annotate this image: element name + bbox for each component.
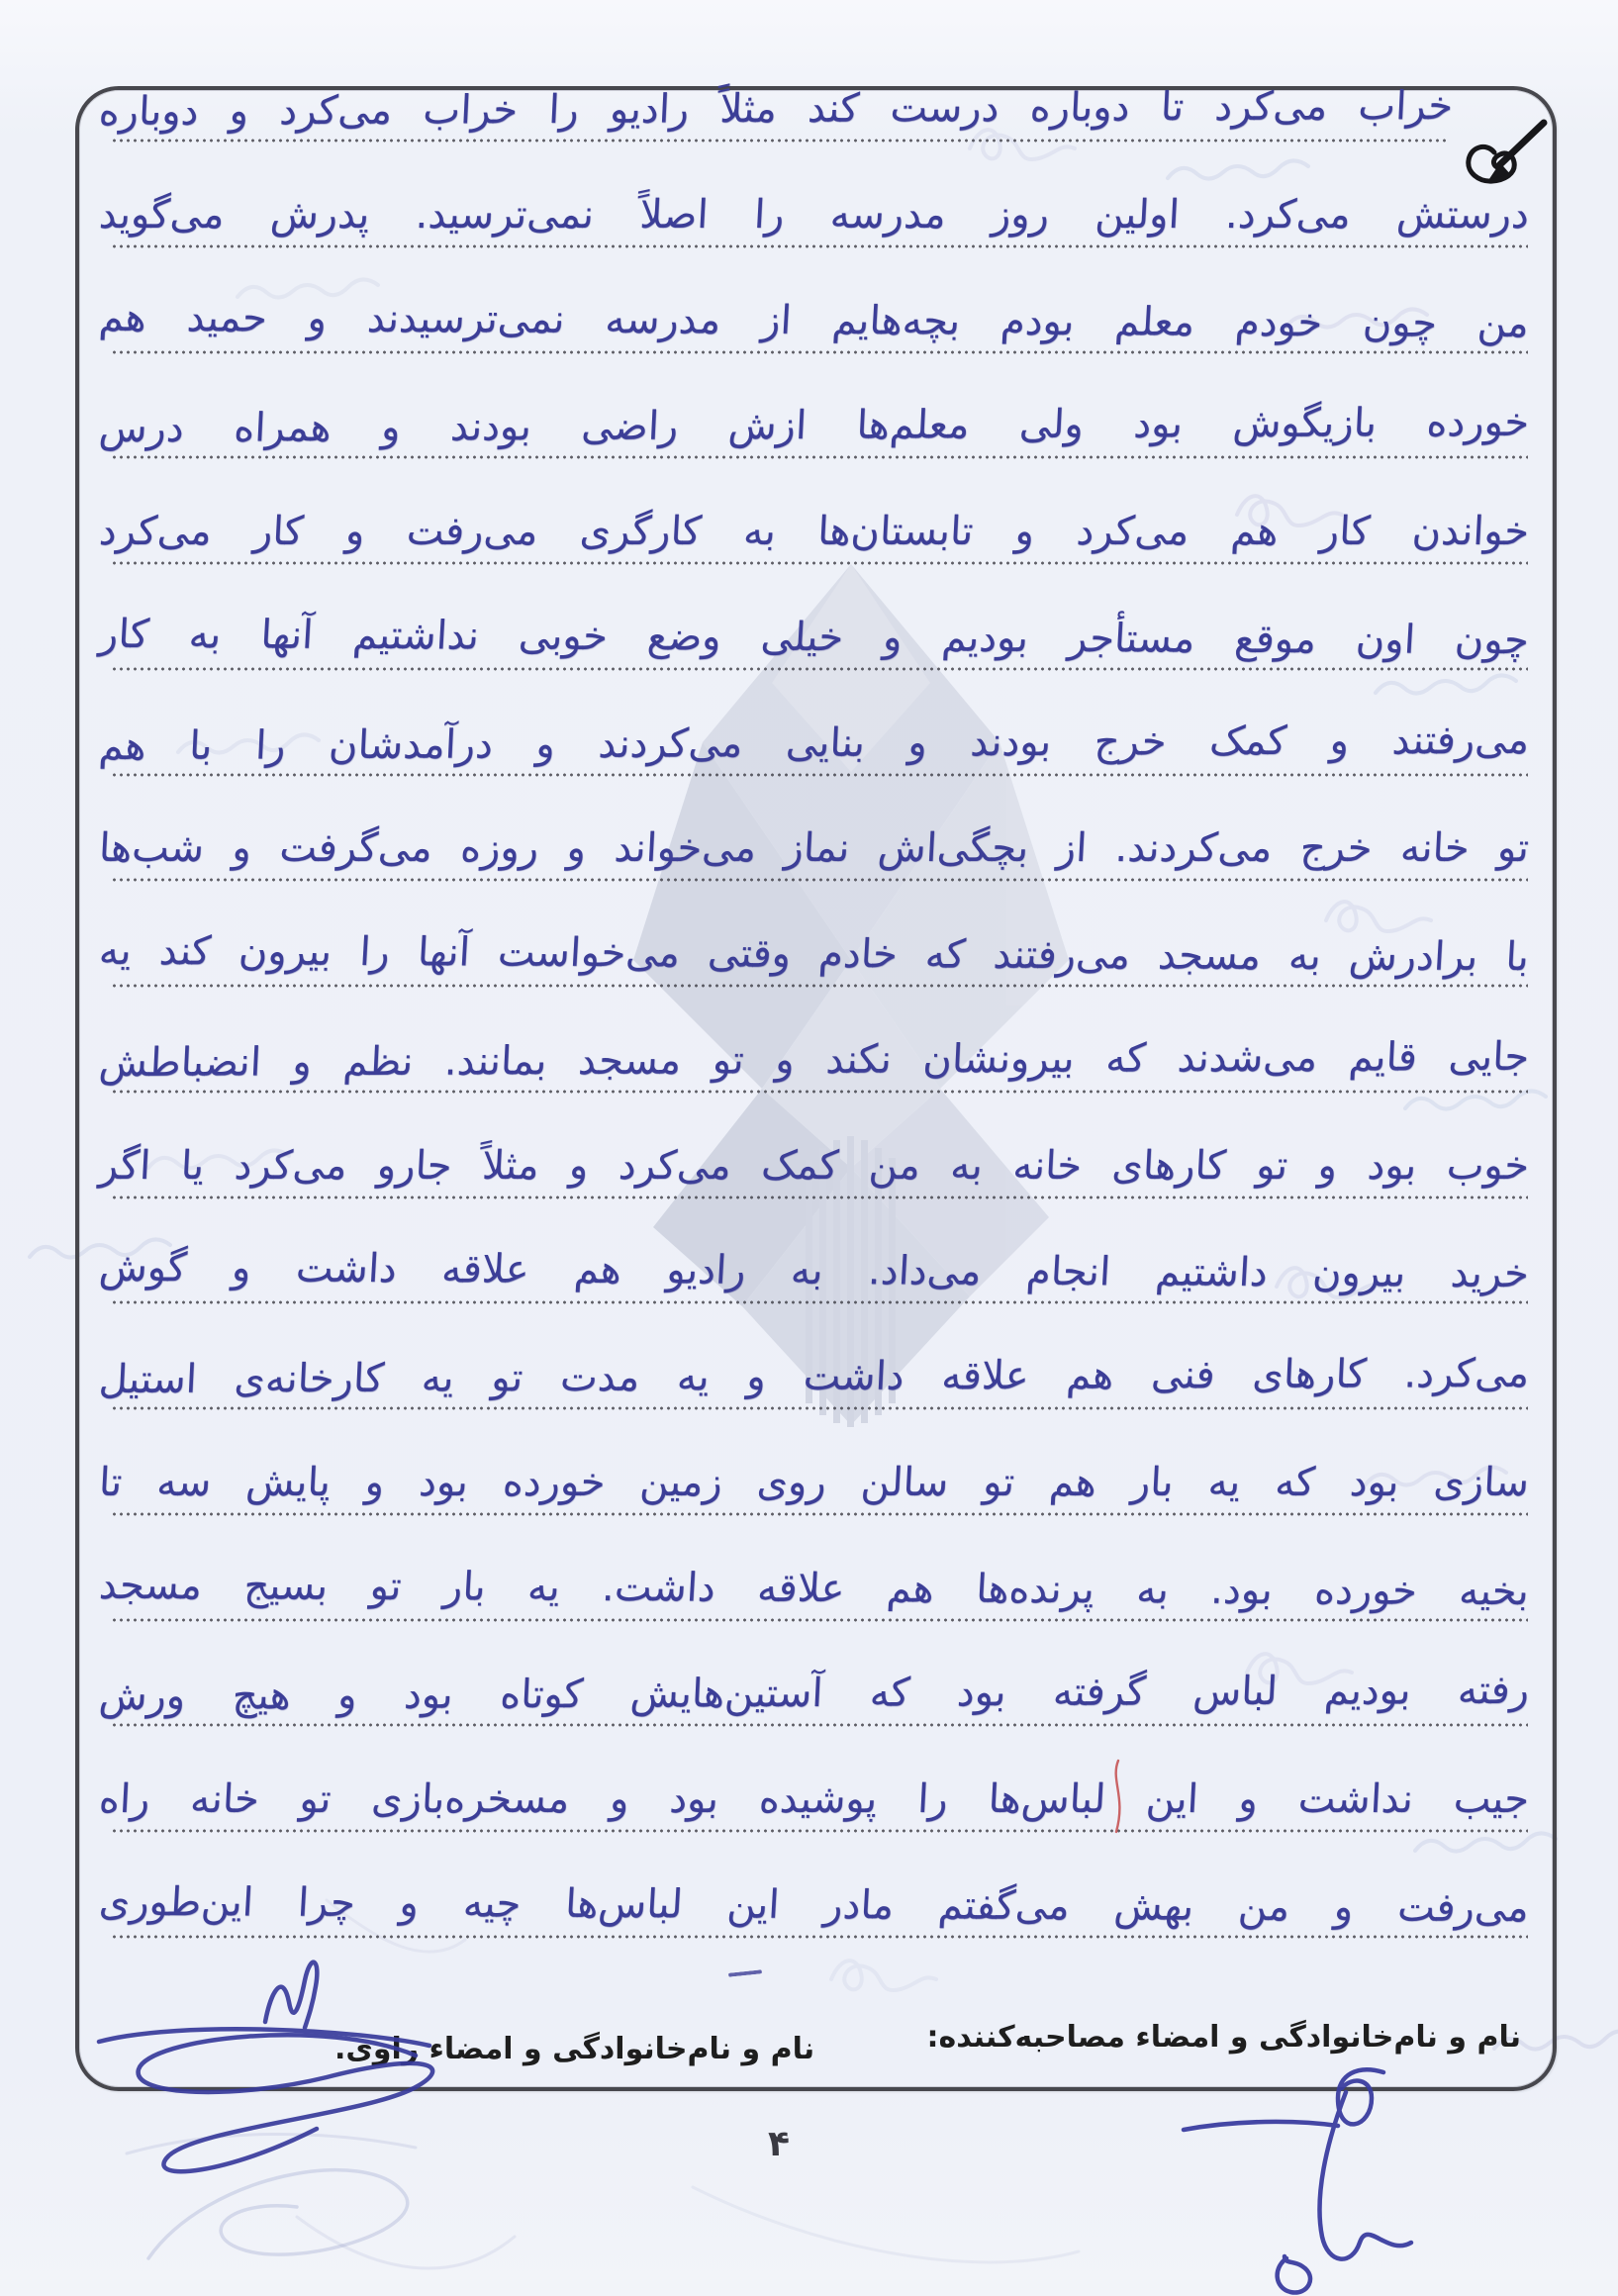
handwritten-line: خراب می‌کرد تا دوباره درست کند مثلاً رادیو را خراب می‌کرد و دوباره — [97, 83, 1455, 135]
handwritten-line: تو خانه خرج می‌کردند. از بچگی‌اش نماز می‌خواند و روزه می‌گرفت و شب‌ها — [97, 825, 1531, 871]
handwritten-line: چون اون موقع مستأجر بودیم و خیلی وضع خوبی نداشتیم آنها به کار — [97, 611, 1531, 664]
handwritten-line: درستش می‌کرد. اولین روز مدرسه را اصلاً نمی‌ترسید. پدرش می‌گوید — [97, 192, 1531, 238]
narrator-signature-label: نام و نام‌خانوادگی و امضاء راوی. — [334, 2032, 815, 2066]
handwritten-line: من چون خودم معلم بودم بچه‌هایم از مدرسه نمی‌ترسیدند و حمید هم — [97, 294, 1531, 347]
handwritten-line: می‌کرد. کارهای فنی هم علاقه داشت و یه مدت تو یه کارخانه‌ی استیل — [97, 1350, 1531, 1403]
handwritten-line: خرید بیرون داشتیم انجام می‌داد. به رادیو هم علاقه داشت و گوش — [97, 1244, 1531, 1297]
handwritten-line: سازی بود که یه بار هم تو سالن روی زمین خورده بود و پایش سه تا — [97, 1460, 1531, 1505]
handwritten-line: با برادرش به مسجد می‌رفتند که خادم وقتی می‌خواست آنها را بیرون کند یه — [97, 927, 1531, 981]
writing-hand-icon — [1463, 115, 1550, 192]
red-correction-mark — [1098, 1757, 1138, 1836]
handwritten-line: می‌رفتند و کمک خرج بودند و بنایی می‌کردند و درآمدشان را با هم — [97, 717, 1531, 770]
handwritten-line: جایی قایم می‌شدند که بیرونشان نکند و تو مسجد بمانند. نظم و انضباطش — [97, 1033, 1531, 1087]
interviewer-signature — [1138, 2049, 1455, 2296]
handwritten-line: بخیه خورده بود. به پرنده‌ها هم علاقه داشت. یه بار تو بسیج مسجد — [97, 1562, 1531, 1615]
handwritten-line: خورده بازیگوش بود ولی معلم‌ها ازش راضی بودند و همراه درس — [97, 399, 1531, 452]
interviewer-signature-label: نام و نام‌خانوادگی و امضاء مصاحبه‌کننده: — [926, 2020, 1521, 2055]
handwritten-line: می‌رفت و من بهش می‌گفتم مادر این لباس‌ها چیه و چرا این‌طوری — [97, 1878, 1531, 1932]
handwritten-line: خواندن کار هم می‌کرد و تابستان‌ها به کارگری می‌رفت و کار می‌کرد — [97, 509, 1531, 554]
handwritten-line: جیب نداشت و این لباس‌ها را پوشیده بود و مسخره‌بازی تو خانه راه — [97, 1776, 1531, 1822]
handwritten-line: رفته بودیم لباس گرفته بود که آستین‌هایش کوتاه بود و هیچ ورش — [97, 1667, 1531, 1720]
narrator-signature — [79, 1935, 495, 2192]
handwritten-line: خوب بود و تو کارهای خانه به من کمک می‌کرد و مثلاً جارو می‌کرد یا اگر — [97, 1143, 1531, 1189]
page-number: ۴ — [768, 2124, 790, 2164]
